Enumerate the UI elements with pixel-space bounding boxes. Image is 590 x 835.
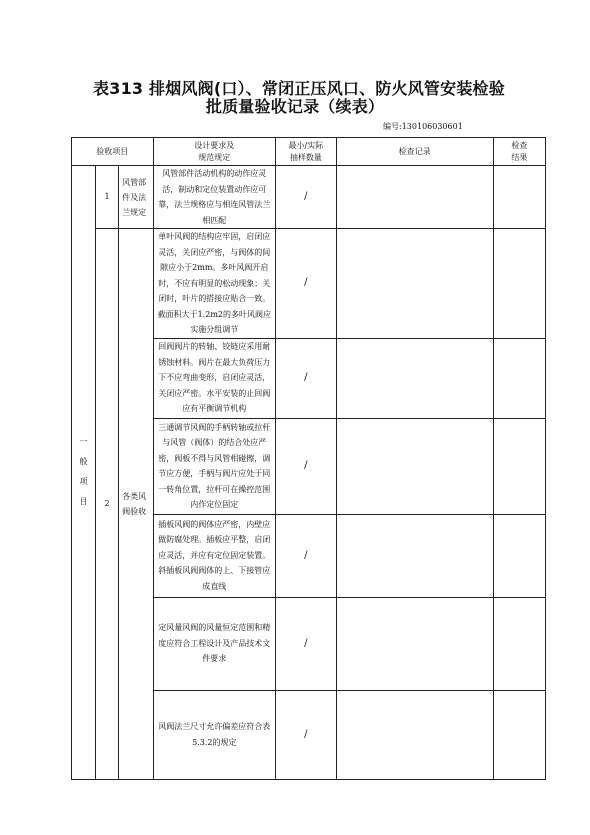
row-result (493, 229, 545, 339)
document-title-line1: 表313 排烟风阀(口）、常闭正压风口、防火风管安装检验 (93, 79, 505, 98)
row-record (336, 418, 493, 514)
row-category: 风管部 件及法 兰规定 (119, 166, 154, 229)
row-sample: / (276, 338, 337, 418)
row-record (336, 514, 493, 597)
document-title-line2: 批质量验收记录（续表） (205, 97, 385, 116)
row-result (493, 166, 545, 229)
table-header-row (72, 138, 546, 166)
table-row (72, 166, 546, 229)
row-result (493, 690, 545, 779)
row-result (493, 338, 545, 418)
header-requirement: 设计要求及 规范规定 (153, 138, 275, 166)
row-sample: / (276, 514, 337, 597)
row-result (493, 597, 545, 690)
row-result (493, 418, 545, 514)
row-record (336, 166, 493, 229)
row-sample: / (276, 418, 337, 514)
row-number: 2 (96, 229, 119, 780)
row-requirement: 回阀阀片的转轴、铰链应采用耐锈蚀材料。阀片在最大负荷压力下不应弯曲变形，启闭应灵活，关闭应严密。水平安装的止回阀应有平衡调节机构 (153, 338, 275, 418)
header-record: 检查记录 (336, 138, 493, 166)
row-requirement: 风阀法兰尺寸允许偏差应符合表5.3.2的规定 (153, 690, 275, 779)
row-requirement: 定风量风阀的风量恒定范围和精度应符合工程设计及产品技术文件要求 (153, 597, 275, 690)
row-number: 1 (96, 166, 119, 229)
row-requirement: 单叶风阀的结构应牢固，启闭应灵活，关闭应严密，与阀体的间隙应小于2mm。多叶风阀开启时，不应有明显的松动现象；关闭时，叶片的搭接应贴合一致。截面积大于1.2m2的多叶风阀应实施分组调节 (153, 229, 275, 339)
group-label: 一 般 项 目 (72, 166, 96, 780)
header-sample: 最小/实际 抽样数量 (276, 138, 337, 166)
row-sample: / (276, 690, 337, 779)
row-requirement: 插板风阀的阀体应严密，内壁应做防腐处理。插板应平整，启闭应灵活，并应有定位固定装置。斜插板风阀阀体的上、下接管应成直线 (153, 514, 275, 597)
serial-number (383, 121, 463, 132)
serial-value: 130106030601 (401, 122, 463, 131)
header-result: 检查 结果 (493, 138, 545, 166)
row-sample: / (276, 229, 337, 339)
row-sample: / (276, 597, 337, 690)
row-sample: / (276, 166, 337, 229)
inspection-table (71, 137, 546, 780)
row-category: 各类风 阀验收 (119, 229, 154, 780)
row-record (336, 338, 493, 418)
row-record (336, 229, 493, 339)
row-requirement: 风管部件活动机构的动作应灵活，制动和定位装置动作应可靠，法兰规格应与相连风管法兰相匹配 (153, 166, 275, 229)
row-result (493, 514, 545, 597)
header-item: 验收项目 (72, 138, 154, 166)
serial-label: 编号: (383, 122, 402, 131)
row-record (336, 690, 493, 779)
table-row (72, 229, 546, 339)
row-requirement: 三通调节风阀的手柄转轴或拉杆与风管（阀体）的结合处应严密，阀板不得与风管相碰擦，调节应方便，手柄与阀片应处于同一转角位置，拉杆可在操控范围内作定位固定 (153, 418, 275, 514)
row-record (336, 597, 493, 690)
